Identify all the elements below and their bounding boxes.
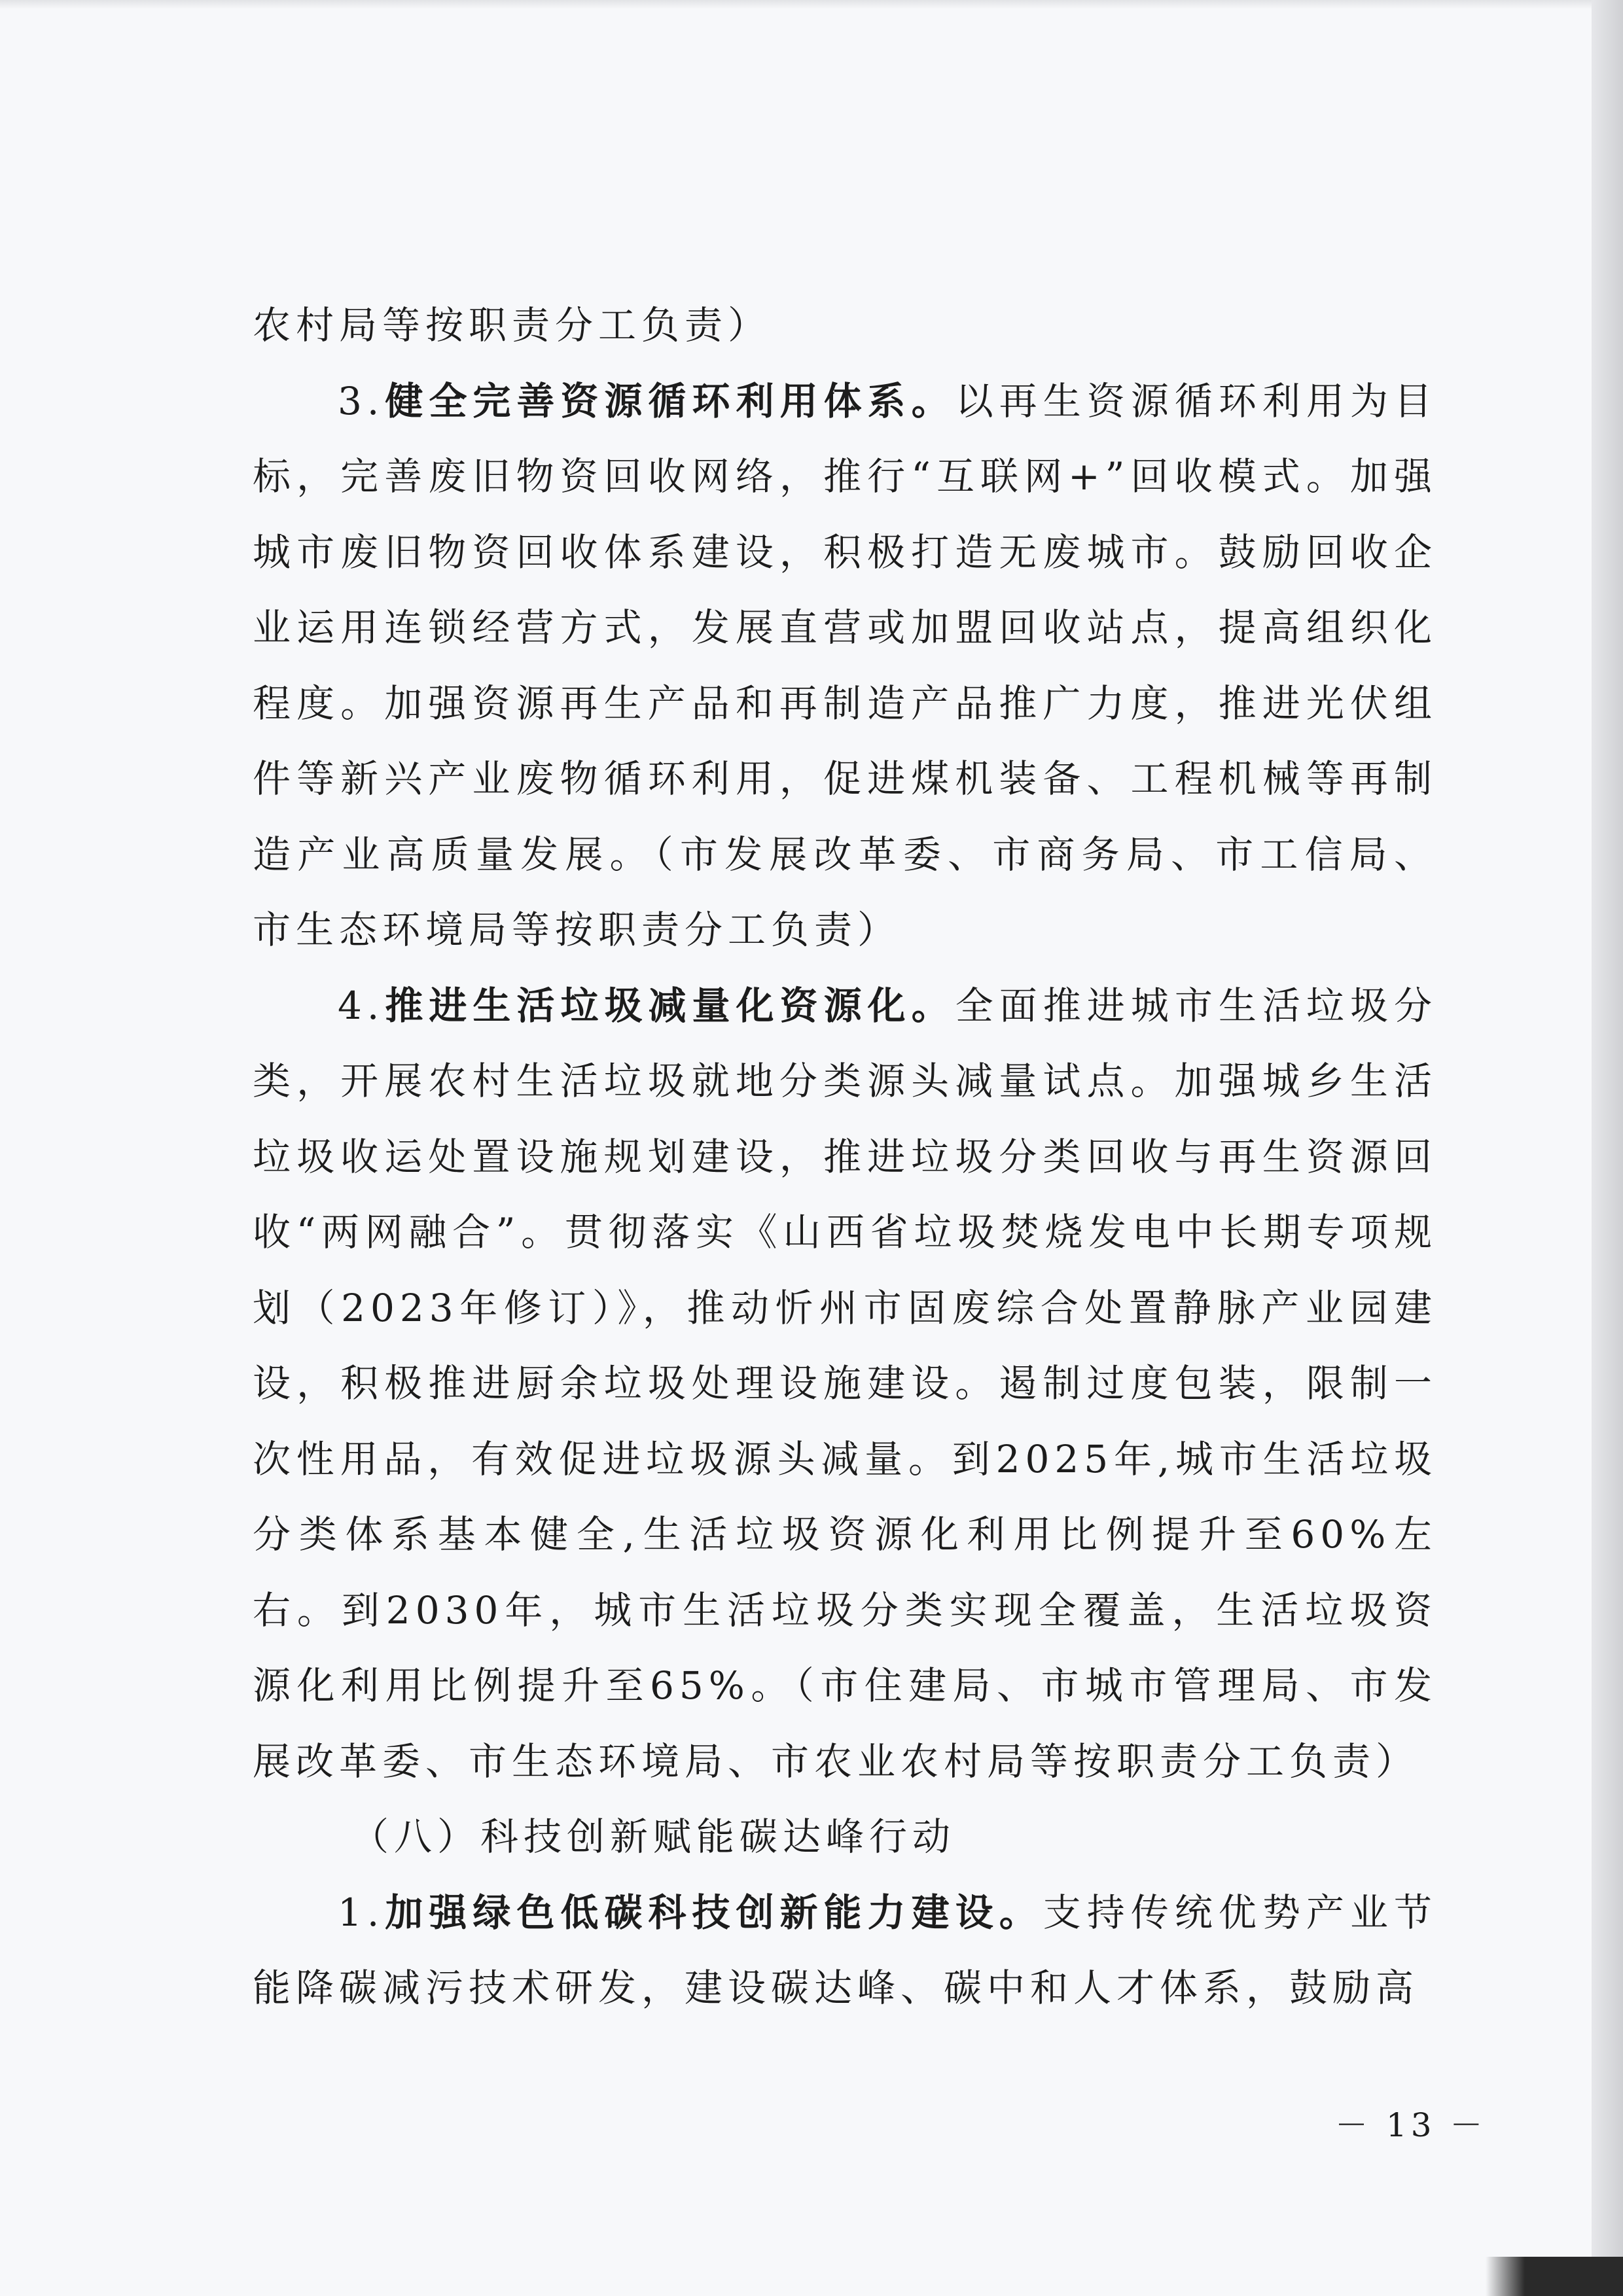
- scan-edge-right: [1592, 0, 1623, 2296]
- item-3-number: 3.: [338, 378, 385, 423]
- document-body: [253, 288, 1437, 2026]
- item-1-heading: 加强绿色低碳科技创新能力建设。: [384, 1890, 1043, 1935]
- item-4-number: 4.: [338, 983, 385, 1028]
- item-4-heading: 推进生活垃圾减量化资源化。: [384, 983, 955, 1028]
- continuation-paragraph: [253, 288, 1437, 364]
- scan-corner: [1525, 2257, 1623, 2296]
- page-number: － 13 －: [1335, 2106, 1487, 2144]
- item-3-body: 以再生资源循环利用为目标，完善废旧物资回收网络，推行“互联网+”回收模式。加强城市废旧物资回收体系建设，积极打造无废城市。鼓励回收企业运用连锁经营方式，发展直营或加盟回收站点，提高组织化程度。加强资源再生产品和再制造产品推广力度，推进光伏组件等新兴产业废物循环利用，促进煤机装备、工程机械等再制造产业高质量发展。（市发展改革委、市商务局、市工信局、市生态环境局等按职责分工负责）: [253, 378, 1437, 952]
- item-4-body: 全面推进城市生活垃圾分类，开展农村生活垃圾就地分类源头减量试点。加强城乡生活垃圾收运处置设施规划建设，推进垃圾分类回收与再生资源回收“两网融合”。贯彻落实《山西省垃圾焚烧发电中长期专项规划（2023年修订）》，推动忻州市固废综合处置静脉产业园建设，积极推进厨余垃圾处理设施建设。遏制过度包装，限制一次性用品，有效促进垃圾源头减量。到2025年,城市生活垃圾分类体系基本健全,生活垃圾资源化利用比例提升至60%左右。到2030年，城市生活垃圾分类实现全覆盖，生活垃圾资源化利用比例提升至65%。（市住建局、市城市管理局、市发展改革委、市生态环境局、市农业农村局等按职责分工负责）: [253, 983, 1437, 1784]
- scan-edge-top: [0, 0, 1623, 9]
- item-1-body: 支持传统优势产业节能降碳减污技术研发，建设碳达峰、碳中和人才体系，鼓励高: [253, 1890, 1437, 2010]
- item-1-paragraph: [253, 1875, 1437, 2026]
- continuation-text: 农村局等按职责分工负责）: [253, 303, 772, 347]
- item-1-number: 1.: [338, 1890, 385, 1935]
- item-4-paragraph: [253, 968, 1437, 1800]
- scan-corner-fade: [1486, 2257, 1525, 2296]
- section-heading: （八）科技创新赋能碳达峰行动: [351, 1814, 956, 1859]
- item-3-heading: 健全完善资源循环利用体系。: [384, 378, 955, 423]
- item-3-paragraph: [253, 364, 1437, 968]
